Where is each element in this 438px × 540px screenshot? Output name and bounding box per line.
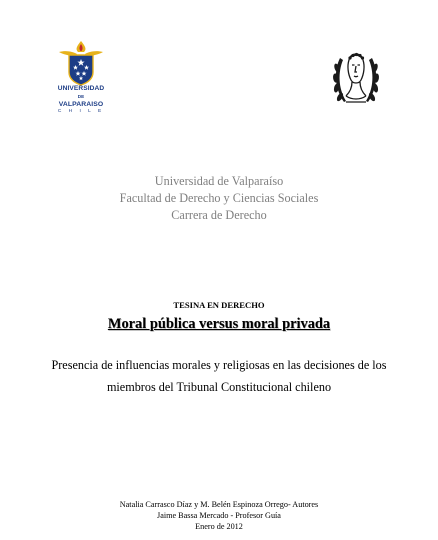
university-name-line-1: UNIVERSIDAD xyxy=(57,85,105,92)
authors: Natalia Carrasco Díaz y M. Belén Espinoza Orrego- Autores xyxy=(119,500,319,509)
university-shield-icon xyxy=(55,40,107,120)
institution-program: Carrera de Derecho xyxy=(171,208,267,222)
date: Enero de 2012 xyxy=(195,522,243,531)
institution-faculty: Facultad de Derecho y Ciencias Sociales xyxy=(119,191,319,205)
university-name-line-2: DE xyxy=(77,94,85,99)
institution-university: Universidad de Valparaíso xyxy=(154,174,284,188)
document-subtitle-line-2: miembros del Tribunal Constitucional chileno xyxy=(106,380,332,394)
document-type: TESINA EN DERECHO xyxy=(173,300,265,310)
university-name-line-4: C H I L E xyxy=(57,109,105,114)
document-subtitle-line-1: Presencia de influencias morales y religiosas en las decisiones de los xyxy=(51,358,387,372)
advisor: Jaime Bassa Mercado - Profesor Guía xyxy=(157,511,281,520)
classical-head-seal-icon xyxy=(330,44,382,112)
university-name-line-3: VALPARAISO xyxy=(58,101,104,108)
document-title: Moral pública versus moral privada xyxy=(107,316,331,332)
